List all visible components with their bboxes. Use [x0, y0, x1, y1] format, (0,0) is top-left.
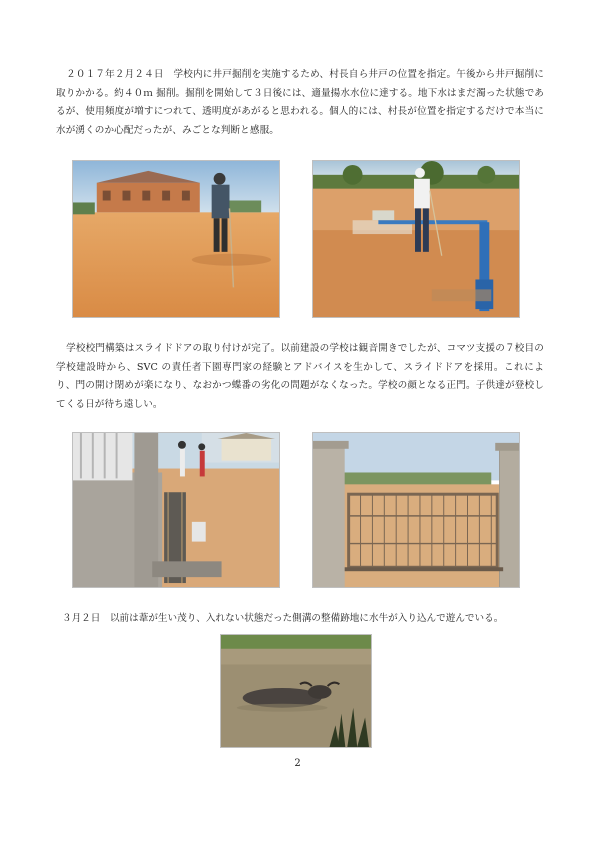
photo-gate-rail-construction: [72, 432, 280, 588]
paragraph-text: 学校校門構築はスライドドアの取り付けが完了。以前建設の学校は観音開きでしたが、コマツ支援の７校目の学校建設時から、SVC の責任者下園専門家の経験とアドバイスを生かして、スライドドアを採用。これにより、門の開け閉めが楽になり、なおかつ蝶番の劣化の問題がなくなった。学校の顔となる正門。子供達が登校してくる日が待ち遠しい。: [56, 343, 544, 410]
paragraph-well-drilling: [56, 66, 544, 140]
photo-village-chief-at-well-site: [72, 160, 280, 318]
paragraph-school-gate: [56, 340, 544, 414]
photo-caption-water-buffalo: ３月２日 以前は葦が生い茂り、入れない状態だった側溝の整備跡地に水牛が入り込んで遊んでいる。: [62, 613, 504, 624]
paragraph-text: ２０１７年２月２４日 学校内に井戸掘削を実施するため、村長自ら井戸の位置を指定。午後から井戸掘削に取りかかる。約４０ｍ 掘削。掘削を開始して３日後には、適量揚水水位に達する。地下水はまだ濁った状態であるが、使用頻度が増すにつれて、透明度があがると思われる。個人的には、村長が位置を指定するだけで本当に水が湧くのか心配だったが、みごとな判断と感服。: [56, 69, 544, 136]
photo-water-buffalo: [220, 634, 372, 748]
photo-well-pump-pipe: [312, 160, 520, 318]
page-number: 2: [294, 758, 301, 769]
photo-sliding-gate: [312, 432, 520, 588]
